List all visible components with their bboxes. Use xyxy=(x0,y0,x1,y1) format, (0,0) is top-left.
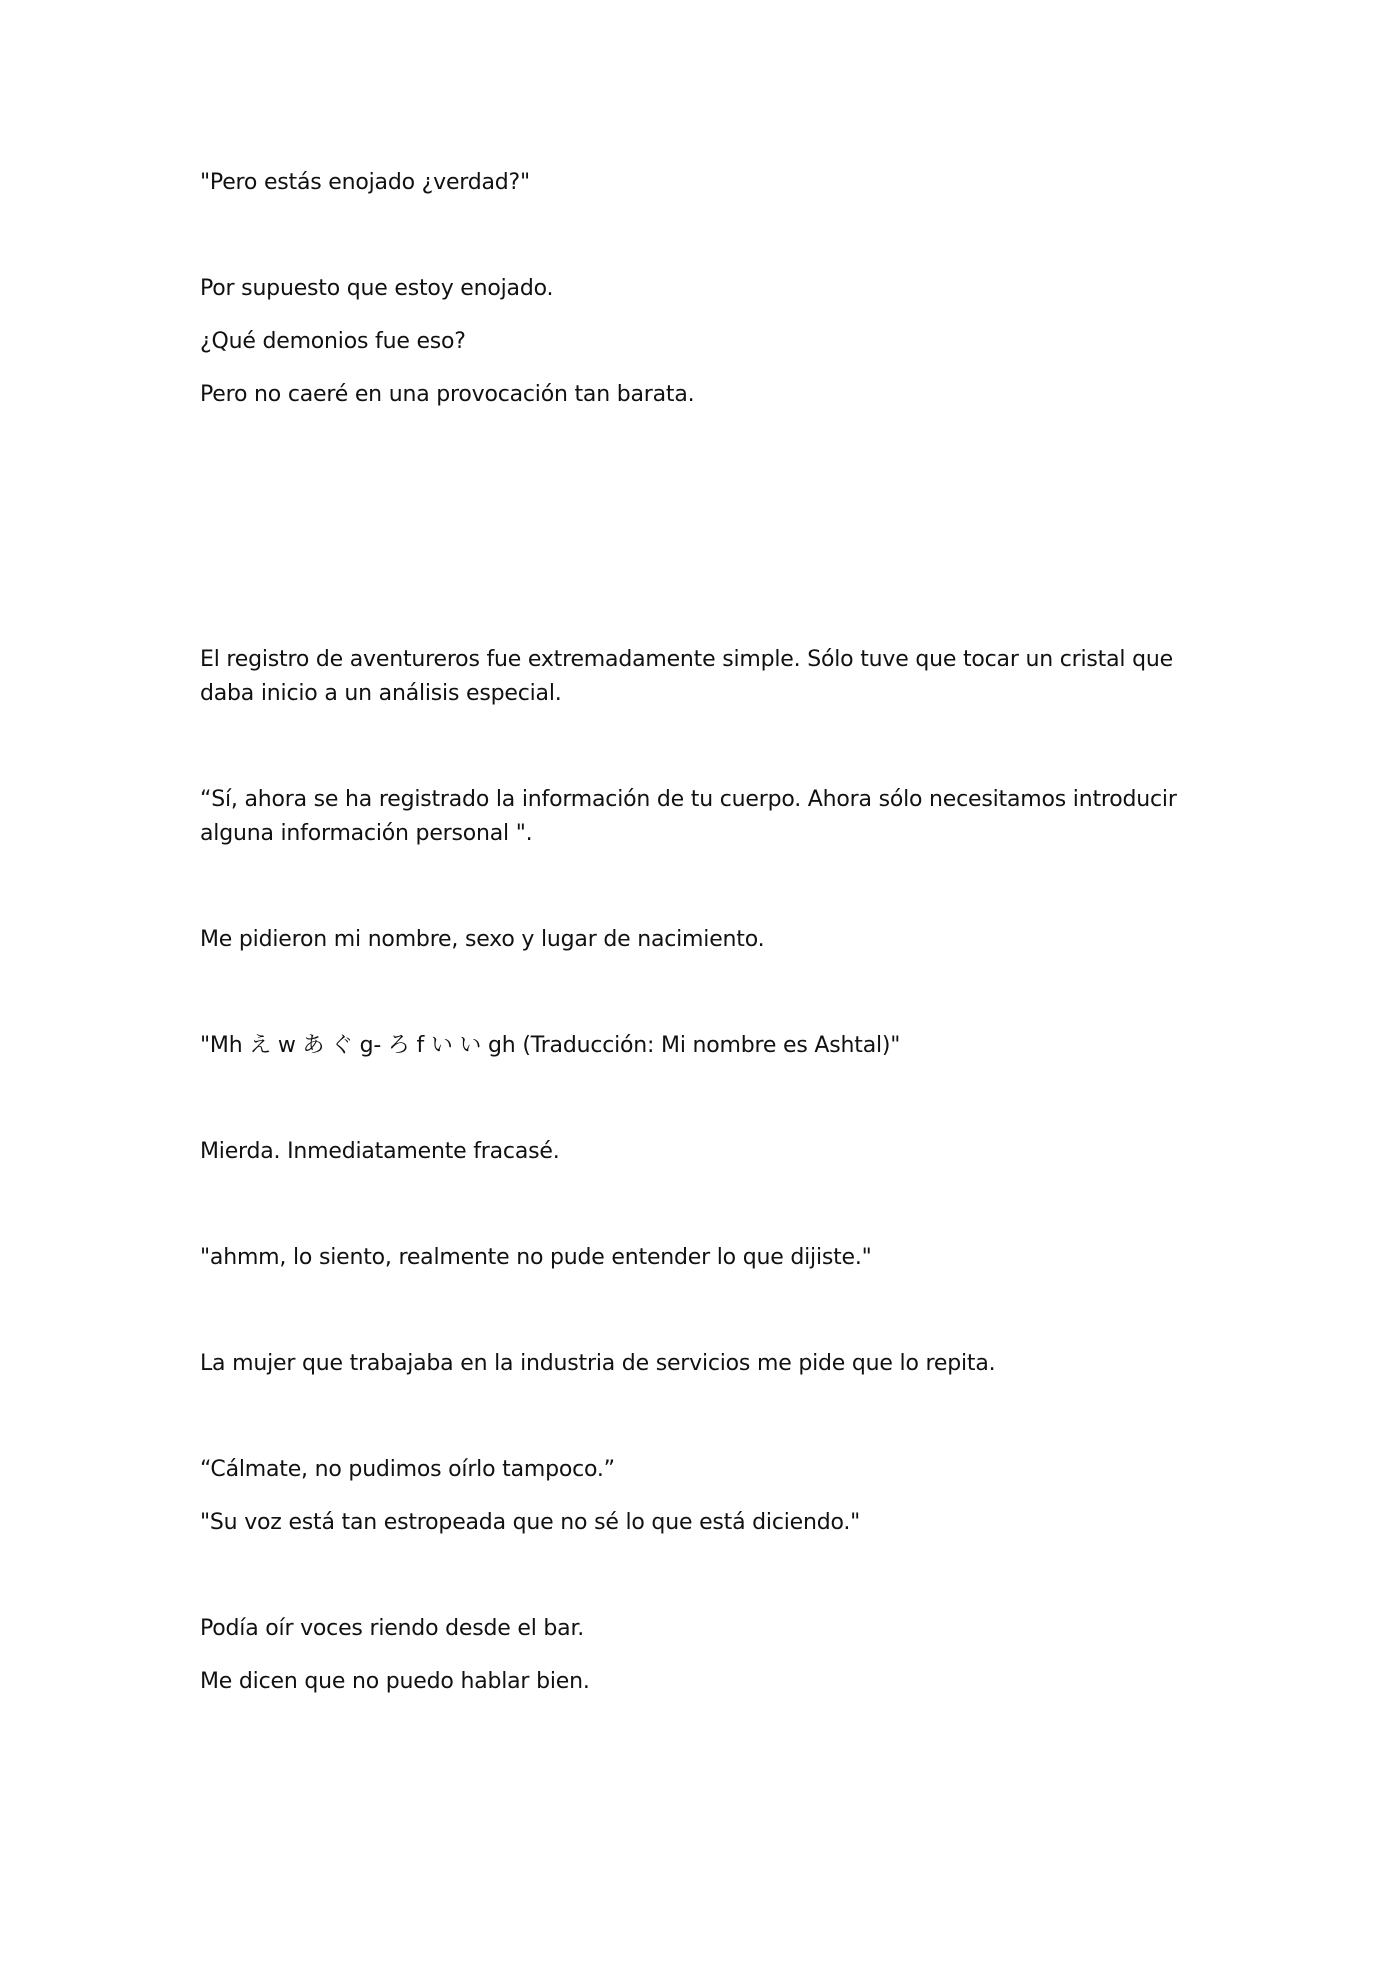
paragraph-5: El registro de aventureros fue extremadamente simple. Sólo tuve que tocar un cristal que daba inicio a un análisis especial. xyxy=(200,647,1173,706)
paragraph-11: La mujer que trabajaba en la industria de servicios me pide que lo repita. xyxy=(200,1351,996,1376)
paragraph-12: “Cálmate, no pudimos oírlo tampoco.” xyxy=(200,1457,615,1482)
paragraph-14: Podía oír voces riendo desde el bar. xyxy=(200,1616,585,1641)
paragraph-4: Pero no caeré en una provocación tan barata. xyxy=(200,382,695,407)
paragraph-1: "Pero estás enojado ¿verdad?" xyxy=(200,170,530,195)
paragraph-3: ¿Qué demonios fue eso? xyxy=(200,329,466,354)
paragraph-6: “Sí, ahora se ha registrado la información de tu cuerpo. Ahora sólo necesitamos introducir alguna información personal ". xyxy=(200,787,1177,846)
paragraph-7: Me pidieron mi nombre, sexo y lugar de nacimiento. xyxy=(200,927,765,952)
paragraph-13: "Su voz está tan estropeada que no sé lo que está diciendo." xyxy=(200,1510,861,1535)
paragraph-2: Por supuesto que estoy enojado. xyxy=(200,276,554,301)
paragraph-15: Me dicen que no puedo hablar bien. xyxy=(200,1669,590,1694)
paragraph-9: Mierda. Inmediatamente fracasé. xyxy=(200,1139,560,1164)
paragraph-8: "Mh え w あ ぐ g- ろ f い い gh (Traducción: Mi nombre es Ashtal)" xyxy=(200,1033,901,1058)
paragraph-10: "ahmm, lo siento, realmente no pude entender lo que dijiste." xyxy=(200,1245,872,1270)
